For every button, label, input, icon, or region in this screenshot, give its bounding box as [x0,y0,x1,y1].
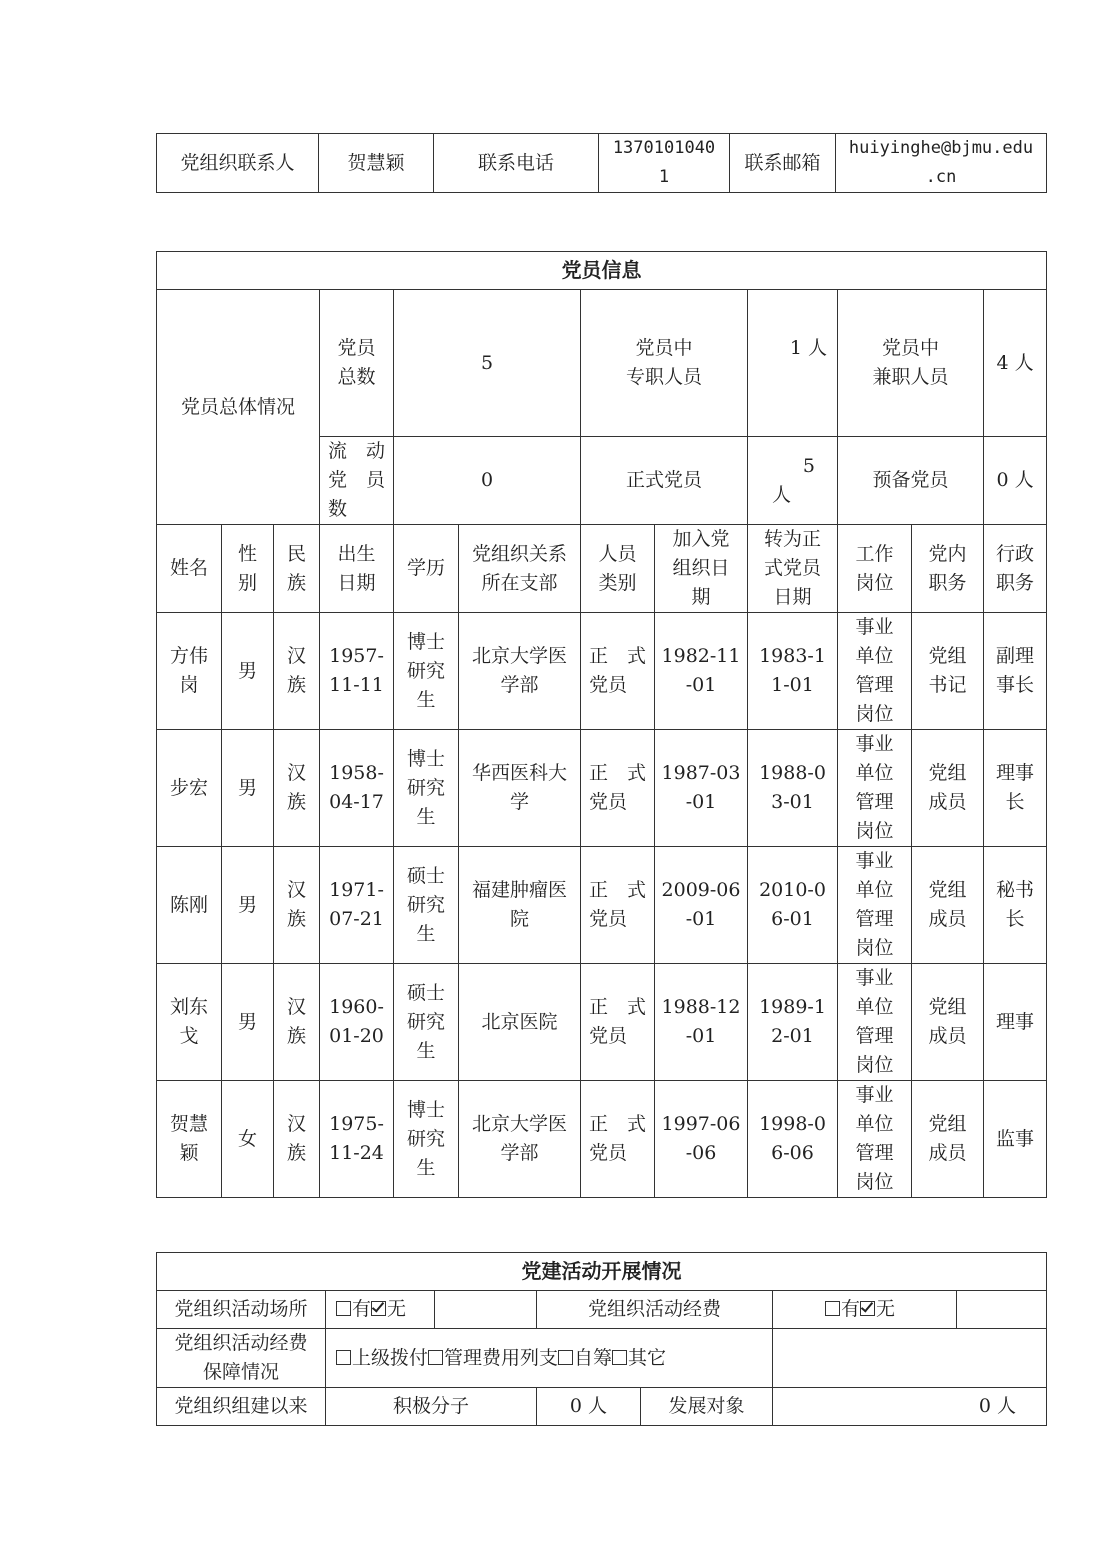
cell-party-post: 党组 成员 [912,1081,984,1198]
cell-ethnicity: 汉 族 [274,847,320,964]
column-header-birth-date: 出生 日期 [320,525,394,613]
funding-has-checkbox[interactable] [825,1301,840,1316]
cell-education: 博士 研究 生 [394,730,459,847]
activities-table [156,1252,1047,1426]
guarantee-option-0-checkbox[interactable] [336,1350,351,1365]
parttime-label: 党员中 兼职人员 [838,290,984,437]
venue-options: 有 无 [326,1291,435,1329]
cell-work-post: 事业 单位 管理 岗位 [838,847,912,964]
cell-admin-post: 理事 长 [984,730,1047,847]
cell-party-post: 党组 书记 [912,613,984,730]
fulltime-label: 党员中 专职人员 [581,290,748,437]
cell-formal-date: 2010-0 6-01 [748,847,838,964]
cell-gender: 女 [222,1081,274,1198]
cell-member-type: 正 式 党员 [581,964,655,1081]
cell-education: 博士 研究 生 [394,613,459,730]
cell-birth-date: 1957- 11-11 [320,613,394,730]
column-header-ethnicity: 民 族 [274,525,320,613]
column-header-join-date: 加入党 组织日 期 [655,525,748,613]
email-label: 联系邮箱 [730,134,836,193]
members-table [156,251,1047,1198]
column-header-education: 学历 [394,525,459,613]
overall-label: 党员总体情况 [157,290,320,525]
cell-gender: 男 [222,847,274,964]
venue-label: 党组织活动场所 [157,1291,326,1329]
cell-admin-post: 理事 [984,964,1047,1081]
probation-value: 0 人 [984,437,1047,525]
cell-ethnicity: 汉 族 [274,730,320,847]
total-label: 党员 总数 [320,290,394,437]
cell-work-post: 事业 单位 管理 岗位 [838,1081,912,1198]
funding-no-checkbox[interactable] [860,1301,875,1316]
fulltime-value: 1 人 [748,290,838,437]
cell-ethnicity: 汉 族 [274,613,320,730]
cell-ethnicity: 汉 族 [274,1081,320,1198]
cell-gender: 男 [222,613,274,730]
column-header-row [157,525,1047,613]
contact-name: 贺慧颖 [319,134,434,193]
venue-empty [435,1291,537,1329]
cell-party-post: 党组 成员 [912,730,984,847]
cell-name: 贺慧 颖 [157,1081,222,1198]
cell-work-post: 事业 单位 管理 岗位 [838,730,912,847]
cell-join-date: 1988-12 -01 [655,964,748,1081]
cell-education: 硕士 研究 生 [394,847,459,964]
formal-label: 正式党员 [581,437,748,525]
venue-has-checkbox[interactable] [336,1301,351,1316]
cell-admin-post: 监事 [984,1081,1047,1198]
floating-value: 0 [394,437,581,525]
cell-branch: 北京医院 [459,964,581,1081]
cell-branch: 北京大学医 学部 [459,613,581,730]
guarantee-option-label: 自筹 [574,1346,613,1369]
cell-member-type: 正 式 党员 [581,730,655,847]
parttime-value: 4 人 [984,290,1047,437]
cell-admin-post: 秘书 长 [984,847,1047,964]
cell-formal-date: 1988-0 3-01 [748,730,838,847]
cell-join-date: 1997-06 -06 [655,1081,748,1198]
cell-work-post: 事业 单位 管理 岗位 [838,613,912,730]
total-value: 5 [394,290,581,437]
cell-join-date: 1982-11 -01 [655,613,748,730]
column-header-branch: 党组织关系 所在支部 [459,525,581,613]
cell-member-type: 正 式 党员 [581,847,655,964]
cell-branch: 福建肿瘤医 院 [459,847,581,964]
table-row [157,730,1047,847]
members-title: 党员信息 [157,252,1047,290]
cell-ethnicity: 汉 族 [274,964,320,1081]
column-header-formal-date: 转为正 式党员 日期 [748,525,838,613]
floating-label: 流 动 党 员 数 [320,437,394,525]
guarantee-option-label: 管理费用列支 [444,1346,559,1369]
cell-party-post: 党组 成员 [912,847,984,964]
cell-member-type: 正 式 党员 [581,613,655,730]
guarantee-label: 党组织活动经费 保障情况 [157,1329,326,1388]
development-value: 0 人 [773,1388,1047,1426]
cell-branch: 华西医科大 学 [459,730,581,847]
activists-label: 积极分子 [326,1388,537,1426]
activities-title: 党建活动开展情况 [157,1253,1047,1291]
guarantee-option-label: 上级拨付 [352,1346,429,1369]
guarantee-option-2-checkbox[interactable] [558,1350,573,1365]
cell-formal-date: 1983-1 1-01 [748,613,838,730]
cell-member-type: 正 式 党员 [581,1081,655,1198]
cell-branch: 北京大学医 学部 [459,1081,581,1198]
cell-party-post: 党组 成员 [912,964,984,1081]
cell-education: 博士 研究 生 [394,1081,459,1198]
cell-formal-date: 1998-0 6-06 [748,1081,838,1198]
column-header-work-post: 工作 岗位 [838,525,912,613]
funding-empty [957,1291,1047,1329]
cell-work-post: 事业 单位 管理 岗位 [838,964,912,1081]
email-value: huiyinghe@bjmu.edu .cn [836,134,1047,193]
cell-birth-date: 1960- 01-20 [320,964,394,1081]
contact-label: 党组织联系人 [157,134,319,193]
guarantee-option-3-checkbox[interactable] [612,1350,627,1365]
guarantee-options [326,1329,773,1388]
development-label: 发展对象 [641,1388,773,1426]
table-row [157,1081,1047,1198]
column-header-member-type: 人员 类别 [581,525,655,613]
contact-table [156,133,1047,193]
formal-value: 5 人 [748,437,838,525]
column-header-gender: 性 别 [222,525,274,613]
cell-join-date: 2009-06 -01 [655,847,748,964]
venue-no-checkbox[interactable] [371,1301,386,1316]
probation-label: 预备党员 [838,437,984,525]
cell-gender: 男 [222,730,274,847]
cell-education: 硕士 研究 生 [394,964,459,1081]
funding-label: 党组织活动经费 [537,1291,773,1329]
column-header-admin-post: 行政 职务 [984,525,1047,613]
cell-birth-date: 1971- 07-21 [320,847,394,964]
since-label: 党组织组建以来 [157,1388,326,1426]
phone-label: 联系电话 [434,134,599,193]
cell-name: 方伟 岗 [157,613,222,730]
guarantee-option-1-checkbox[interactable] [428,1350,443,1365]
table-row [157,964,1047,1081]
cell-name: 刘东 戈 [157,964,222,1081]
guarantee-empty [773,1329,1047,1388]
phone-value: 1370101040 1 [599,134,730,193]
column-header-party-post: 党内 职务 [912,525,984,613]
cell-name: 陈刚 [157,847,222,964]
funding-options: 有 无 [773,1291,957,1329]
guarantee-option-label: 其它 [628,1346,667,1369]
cell-formal-date: 1989-1 2-01 [748,964,838,1081]
cell-gender: 男 [222,964,274,1081]
cell-name: 步宏 [157,730,222,847]
cell-birth-date: 1975- 11-24 [320,1081,394,1198]
table-row [157,613,1047,730]
table-row [157,847,1047,964]
activists-value: 0 人 [537,1388,641,1426]
cell-birth-date: 1958- 04-17 [320,730,394,847]
column-header-name: 姓名 [157,525,222,613]
cell-admin-post: 副理 事长 [984,613,1047,730]
cell-join-date: 1987-03 -01 [655,730,748,847]
